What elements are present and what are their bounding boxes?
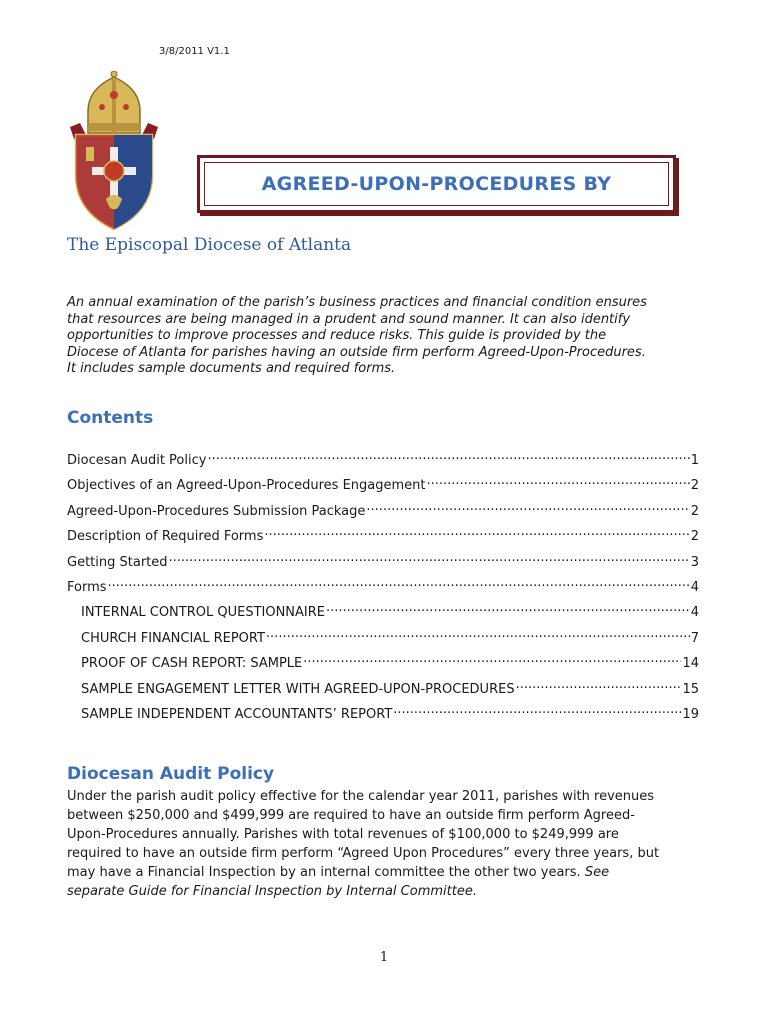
toc-entry-page: 4: [690, 580, 699, 595]
toc-entry-title: Description of Required Forms: [67, 529, 264, 545]
contents-heading: Contents: [67, 408, 154, 428]
paragraph-line: required to have an outside firm perform “Agreed Upon Procedures” every three years, but: [67, 846, 660, 861]
toc-entry-title: INTERNAL CONTROL QUESTIONNAIRE: [81, 605, 325, 621]
toc-entry[interactable]: [67, 552, 699, 572]
toc-entry-page: 1: [690, 453, 699, 468]
title-frame: [197, 155, 676, 213]
toc-entry-page: 19: [682, 707, 699, 722]
toc-entry[interactable]: [67, 450, 699, 470]
paragraph-line: between $250,000 and $499,999 are required to have an outside firm perform Agreed-: [67, 808, 635, 823]
toc-subentry[interactable]: [81, 628, 699, 648]
toc-leader-dots: [263, 526, 689, 540]
diocese-name: The Episcopal Diocese of Atlanta: [67, 235, 352, 255]
toc-entry-title: CHURCH FINANCIAL REPORT: [81, 630, 265, 646]
toc-entry-title: SAMPLE ENGAGEMENT LETTER WITH AGREED-UPON-PROCEDURES: [81, 681, 515, 697]
toc-subentry[interactable]: [81, 602, 699, 622]
toc-entry[interactable]: [67, 475, 699, 495]
audit-policy-paragraph: [67, 787, 707, 901]
toc-entry-page: 14: [682, 656, 699, 672]
toc-leader-dots: [265, 628, 690, 642]
title-inner-frame: [204, 162, 669, 206]
toc-subentry[interactable]: [81, 704, 699, 724]
toc-entry-page: 2: [690, 529, 699, 545]
paragraph-line: [67, 863, 707, 882]
guide-reference-text: See: [584, 865, 610, 880]
toc-leader-dots: [515, 679, 682, 693]
toc-entry-title: Getting Started: [67, 554, 168, 570]
toc-leader-dots: [206, 450, 689, 464]
guide-reference-text: separate Guide for Financial Inspection by Internal Committee.: [67, 884, 477, 899]
version-label: 3/8/2011 V1.1: [159, 46, 230, 57]
toc-leader-dots: [392, 704, 681, 718]
toc-leader-dots: [425, 475, 689, 489]
toc-leader-dots: [365, 501, 689, 515]
paragraph-line: [67, 882, 707, 901]
paragraph-line-text: may have a Financial Inspection by an internal committee the other two years.: [67, 865, 585, 880]
toc-entry-title: Forms: [67, 580, 107, 595]
toc-leader-dots: [107, 577, 690, 591]
toc-entry-title: SAMPLE INDEPENDENT ACCOUNTANTS’ REPORT: [81, 707, 393, 722]
toc-entry-title: Diocesan Audit Policy: [67, 453, 207, 468]
intro-line: opportunities to improve processes and reduce risks. This guide is provided by the: [67, 328, 607, 344]
section-heading-audit-policy: Diocesan Audit Policy: [67, 764, 275, 784]
diocese-crest-logo: [66, 71, 162, 231]
document-title: AGREED-UPON-PROCEDURES BY: [261, 173, 612, 195]
toc-entry-page: 4: [690, 605, 699, 621]
intro-line: An annual examination of the parish’s business practices and financial condition ensures: [67, 295, 647, 310]
toc-entry-page: 2: [690, 478, 699, 494]
toc-leader-dots: [302, 653, 681, 667]
toc-entry[interactable]: [67, 526, 699, 546]
toc-entry[interactable]: [67, 501, 699, 521]
intro-line: that resources are being managed in a prudent and sound manner. It can also identify: [67, 311, 631, 327]
toc-entry-title: Agreed-Upon-Procedures Submission Package: [67, 503, 366, 519]
toc-entry-page: 2: [690, 503, 699, 519]
toc-leader-dots: [325, 602, 690, 616]
intro-line: Diocese of Atlanta for parishes having an outside firm perform Agreed-Upon-Procedures.: [67, 344, 646, 360]
toc-subentry[interactable]: [81, 679, 699, 699]
toc-entry-title: Objectives of an Agreed-Upon-Procedures Engagement: [67, 478, 426, 494]
toc-subentry[interactable]: [81, 653, 699, 673]
toc-entry-page: 15: [682, 681, 699, 697]
intro-paragraph: [67, 295, 717, 378]
toc-entry[interactable]: [67, 577, 699, 597]
toc-entry-page: 7: [690, 630, 699, 646]
paragraph-line: Under the parish audit policy effective for the calendar year 2011, parishes with revenues: [67, 789, 655, 804]
toc-leader-dots: [168, 552, 690, 566]
intro-line: It includes sample documents and required forms.: [67, 361, 396, 377]
paragraph-line: Upon-Procedures annually. Parishes with total revenues of $100,000 to $249,999 are: [67, 827, 619, 842]
toc-entry-page: 3: [690, 554, 699, 570]
page-number: 1: [379, 950, 389, 965]
toc-entry-title: PROOF OF CASH REPORT: SAMPLE: [81, 656, 303, 672]
